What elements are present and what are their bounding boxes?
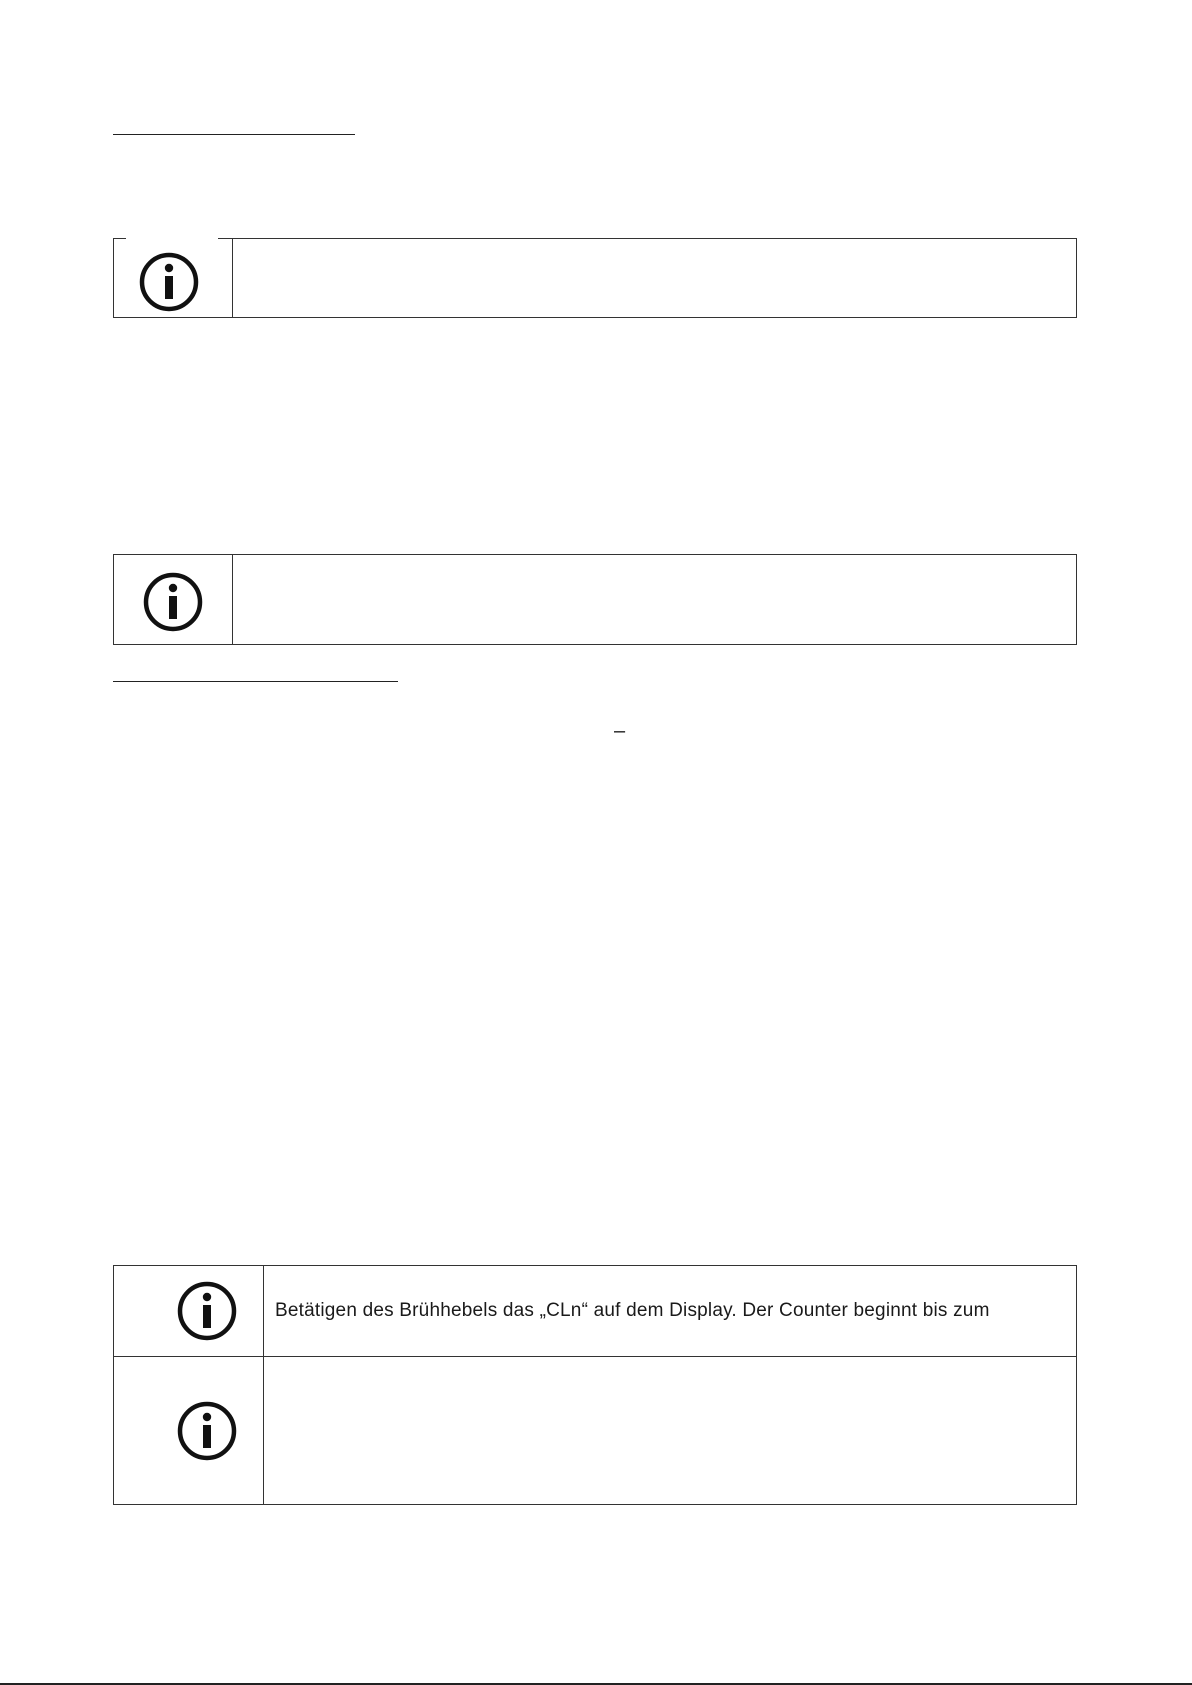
info-icon <box>176 1400 238 1462</box>
info-icon <box>176 1280 238 1342</box>
heading-underline-1 <box>113 134 355 135</box>
info-note-box-1 <box>113 238 1077 318</box>
info-icon <box>138 251 200 313</box>
dash-mark: – <box>614 720 626 742</box>
heading-underline-2 <box>113 681 398 682</box>
info-note-box-2 <box>113 554 1077 645</box>
table-column-divider <box>263 1266 264 1504</box>
info-icon <box>142 571 204 633</box>
note-divider <box>232 239 233 317</box>
note-divider <box>232 555 233 644</box>
border-gap <box>126 237 218 240</box>
note-text-3: Betätigen des Brühhebels das „CLn“ auf dem Display. Der Counter beginnt bis zum <box>275 1300 990 1321</box>
table-row-divider <box>114 1356 1076 1357</box>
info-note-table <box>113 1265 1077 1505</box>
